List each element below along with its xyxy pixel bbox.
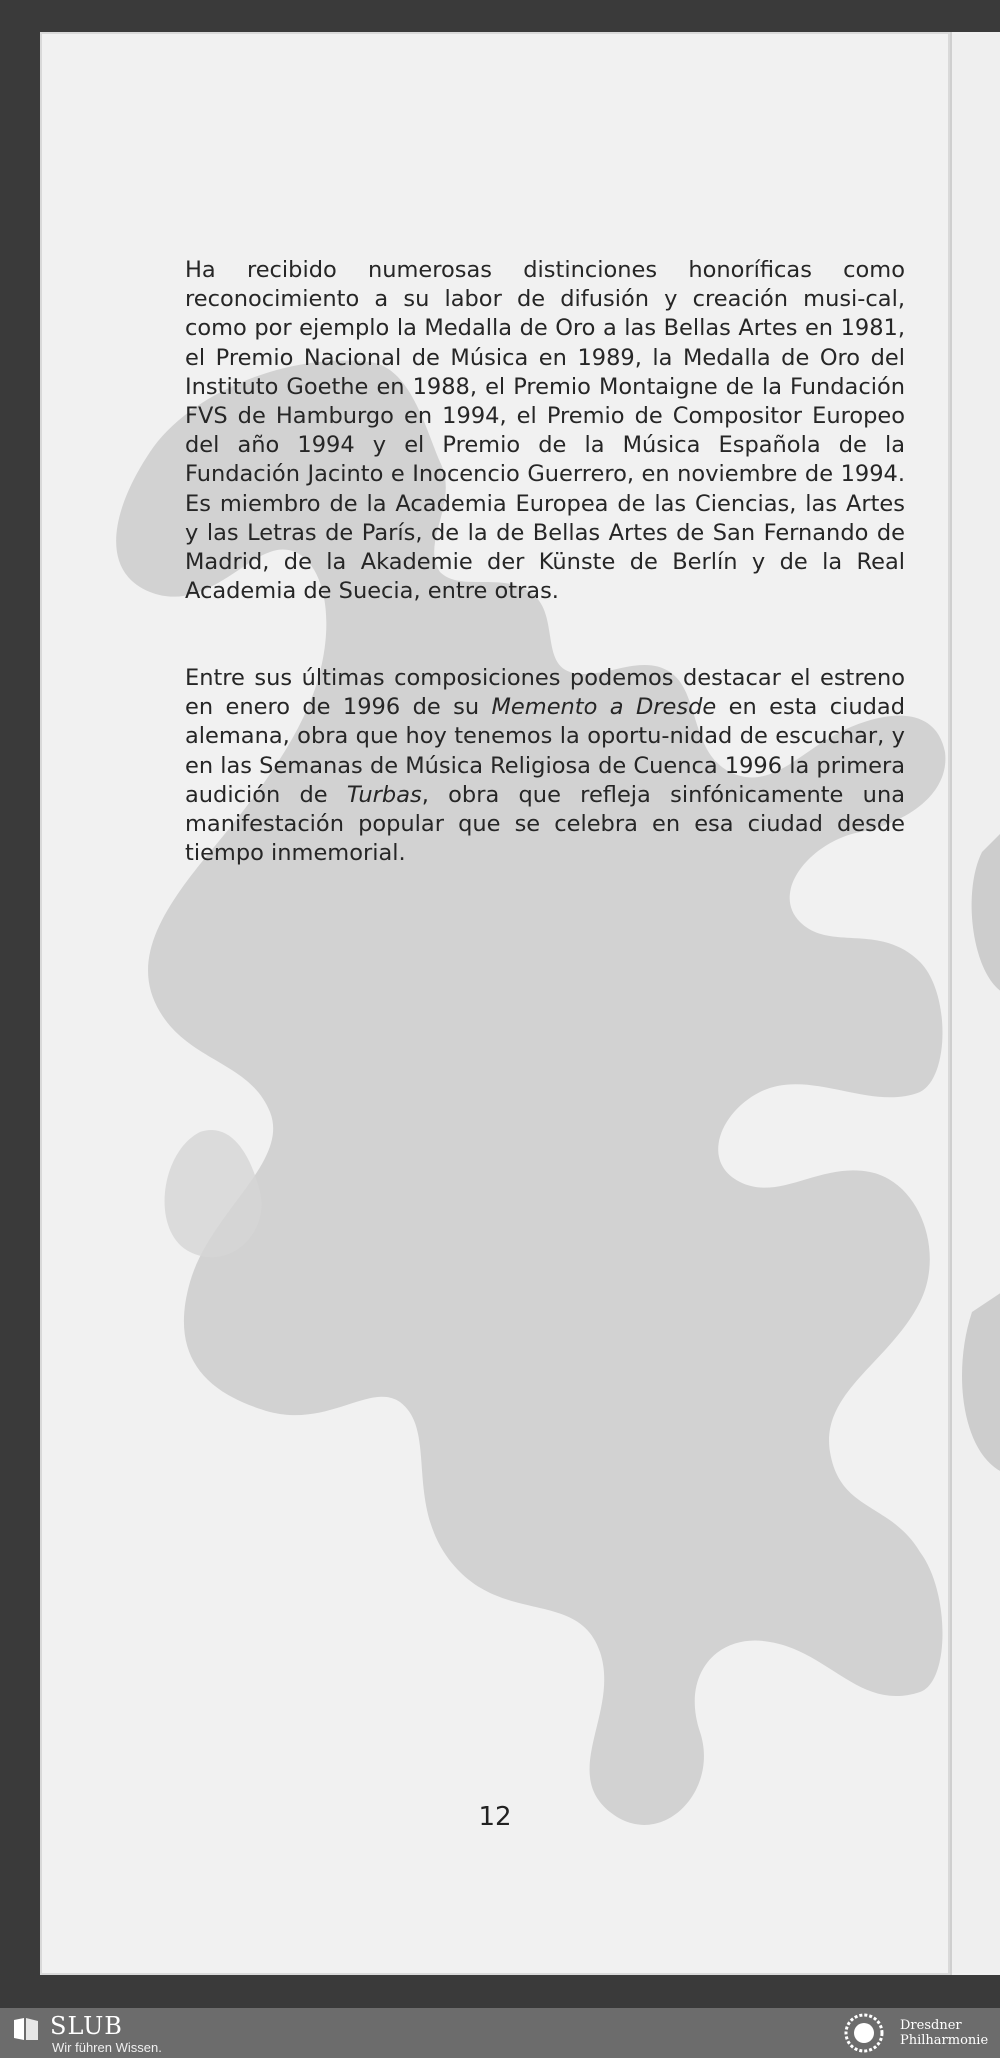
paragraph-compositions (185, 664, 905, 868)
facing-page-figure (952, 32, 1000, 1975)
paragraph-text: en esta ciudad alemana, obra que hoy tenemos la oportu-nidad de escuchar, y en las Semanas de Música Religiosa de Cuenca 1996 la primera audición de (185, 694, 905, 808)
paragraph-text: , obra que refleja sinfónicamente una manifestación popular que se celebra en esa ciudad desde tiempo inmemorial. (185, 781, 905, 867)
document-page (40, 32, 950, 1975)
philharmonie-emblem-icon[interactable] (840, 2011, 888, 2055)
paragraph-text: Entre sus últimas composiciones podemos destacar el estreno en enero de 1996 de su (185, 665, 905, 721)
philharmonie-line-2: Philharmonie (900, 2033, 989, 2048)
viewer-footer (0, 2008, 1000, 2058)
facing-page-edge (950, 32, 1000, 1975)
philharmonie-line-1: Dresdner (900, 2018, 962, 2033)
work-title: Memento a Dresde (491, 694, 717, 721)
book-icon[interactable] (12, 2016, 40, 2042)
slub-logo-text[interactable]: SLUB (50, 2012, 123, 2040)
page-number: 12 (478, 1802, 512, 1832)
philharmonie-logo-text[interactable] (900, 2018, 988, 2048)
paragraph-distinctions: Ha recibido numerosas distinciones honoríficas como reconocimiento a su labor de difusión y creación musi-cal, como por ejemplo la Medalla de Oro a las Bellas Artes en 1981, el Premio Nacional de Música en 1989, la Medalla de Oro del Instituto Goethe en 1988, el Premio Montaigne de la Fundación FVS de Hamburgo en 1994, el Premio de Compositor Europeo del año 1994 y el Premio de la Música Española de la Fundación Jacinto e Inocencio Guerrero, en noviembre de 1994. Es miembro de la Academia Europea de las Ciencias, las Artes y las Letras de París, de la de Bellas Artes de San Fernando de Madrid, de la Akademie der Künste de Berlín y de la Real Academia de Suecia, entre otras. (185, 257, 905, 605)
work-title: Turbas (346, 781, 422, 808)
slub-tagline: Wir führen Wissen. (52, 2040, 162, 2055)
